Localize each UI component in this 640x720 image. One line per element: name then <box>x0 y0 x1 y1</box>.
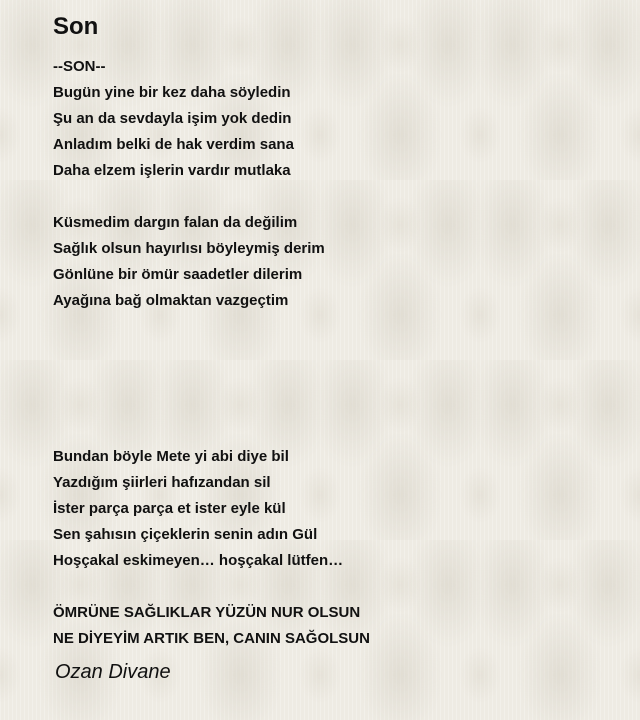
poem-line: Küsmedim dargın falan da değilim <box>53 214 298 231</box>
poem-line: --SON-- <box>53 58 106 75</box>
poem-line: Hoşçakal eskimeyen… hoşçakal lütfen… <box>53 552 344 569</box>
poem-line: ÖMRÜNE SAĞLIKLAR YÜZÜN NUR OLSUN <box>53 604 361 621</box>
stanza-break <box>53 574 613 600</box>
poem-line: Ayağına bağ olmaktan vazgeçtim <box>53 292 289 309</box>
stanza <box>53 600 613 652</box>
poem-line: İster parça parça et ister eyle kül <box>53 500 286 517</box>
stanza <box>53 444 613 574</box>
poem-line: Daha elzem işlerin vardır mutlaka <box>53 162 291 179</box>
poem-line: Şu an da sevdayla işim yok dedin <box>53 110 292 127</box>
poem-line: Yazdığım şiirleri hafızandan sil <box>53 474 271 491</box>
stanza-break <box>53 184 613 210</box>
poem-line: Gönlüne bir ömür saadetler dilerim <box>53 266 303 283</box>
poem-line: Anladım belki de hak verdim sana <box>53 136 294 153</box>
poem-line: NE DİYEYİM ARTIK BEN, CANIN SAĞOLSUN <box>53 630 370 647</box>
poem-title: Son <box>53 13 99 40</box>
poem-line: Bugün yine bir kez daha söyledin <box>53 84 291 101</box>
stanza <box>53 210 613 314</box>
poem-line: Sağlık olsun hayırlısı böyleymiş derim <box>53 240 325 257</box>
poem-author: Ozan Divane <box>55 661 171 683</box>
poem-body <box>53 54 613 652</box>
stanza-break <box>53 314 613 444</box>
stanza <box>53 54 613 184</box>
poem-line: Sen şahısın çiçeklerin senin adın Gül <box>53 526 318 543</box>
poem-line: Bundan böyle Mete yi abi diye bil <box>53 448 289 465</box>
